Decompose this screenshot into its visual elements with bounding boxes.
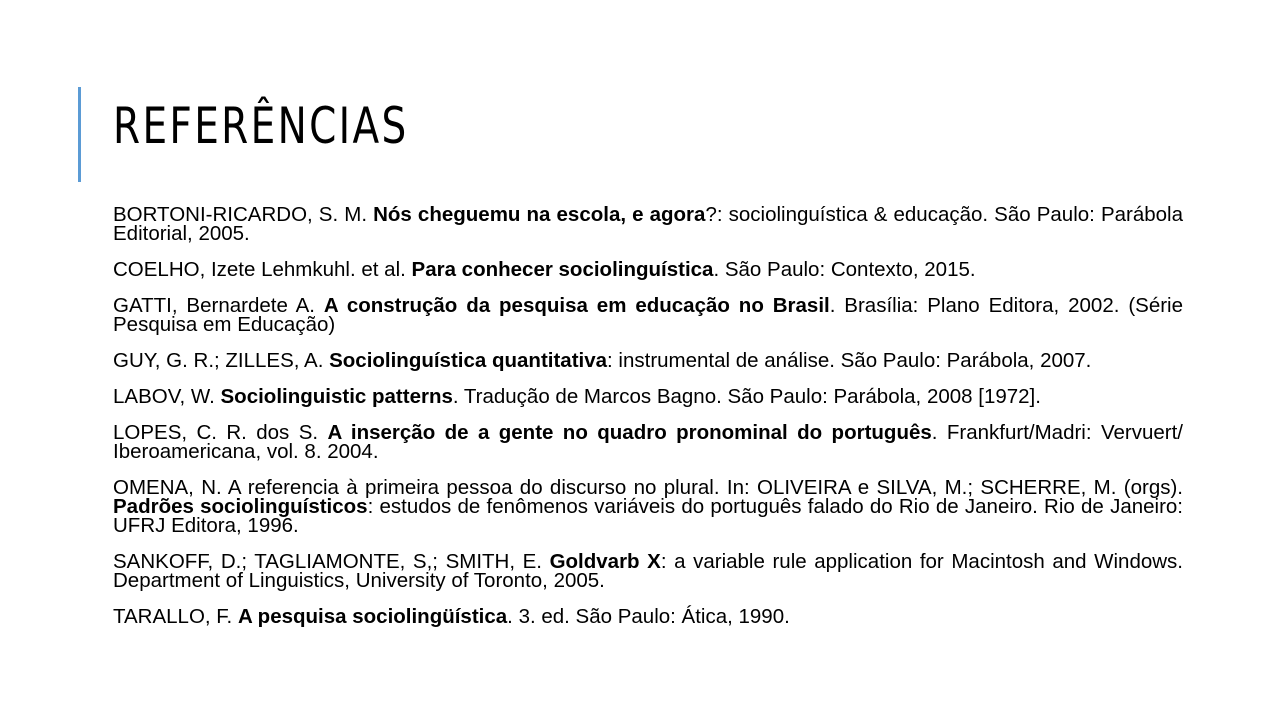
references-list bbox=[113, 205, 1183, 643]
reference-prefix: GUY, G. R.; ZILLES, A. bbox=[113, 349, 330, 372]
reference-item bbox=[113, 387, 1183, 406]
reference-item bbox=[113, 607, 1183, 626]
reference-suffix: . Tradução de Marcos Bagno. São Paulo: Parábola, 2008 [1972]. bbox=[452, 385, 1041, 408]
reference-prefix: TARALLO, F. bbox=[113, 605, 238, 628]
reference-suffix: . Brasília: Plano Editora, 2002. (Série Pesquisa em Educação) bbox=[113, 294, 1184, 336]
reference-bold-title: A construção da pesquisa em educação no Brasil bbox=[323, 294, 830, 317]
reference-prefix: SANKOFF, D.; TAGLIAMONTE, S,; SMITH, E. bbox=[113, 550, 550, 573]
reference-bold-title: Sociolinguística quantitativa bbox=[329, 349, 608, 372]
reference-bold-title: Nós cheguemu na escola, e agora bbox=[373, 203, 706, 226]
reference-suffix: . 3. ed. São Paulo: Ática, 1990. bbox=[507, 605, 790, 628]
reference-bold-title: Goldvarb X bbox=[549, 550, 661, 573]
slide-title: REFERÊNCIAS bbox=[113, 97, 409, 155]
reference-suffix: . Frankfurt/Madri: Vervuert/ Iberoamericana, vol. 8. 2004. bbox=[113, 421, 1183, 463]
reference-prefix: LOPES, C. R. dos S. bbox=[113, 421, 328, 444]
reference-item bbox=[113, 552, 1183, 590]
reference-prefix: BORTONI-RICARDO, S. M. bbox=[113, 203, 374, 226]
reference-item bbox=[113, 205, 1183, 243]
reference-item bbox=[113, 351, 1183, 370]
reference-bold-title: Para conhecer sociolinguística bbox=[411, 258, 714, 281]
reference-prefix: GATTI, Bernardete A. bbox=[113, 294, 324, 317]
reference-suffix: : a variable rule application for Macintosh and Windows. Department of Linguistics, University of Toronto, 2005. bbox=[113, 550, 1183, 592]
reference-suffix: . São Paulo: Contexto, 2015. bbox=[713, 258, 976, 281]
reference-item bbox=[113, 478, 1183, 535]
reference-item bbox=[113, 260, 1183, 279]
reference-item bbox=[113, 423, 1183, 461]
reference-suffix: ?: sociolinguística & educação. São Paulo: Parábola Editorial, 2005. bbox=[113, 203, 1184, 245]
reference-prefix: COELHO, Izete Lehmkuhl. et al. bbox=[113, 258, 412, 281]
reference-suffix: : instrumental de análise. São Paulo: Parábola, 2007. bbox=[607, 349, 1092, 372]
title-accent-bar bbox=[78, 87, 81, 182]
reference-prefix: LABOV, W. bbox=[113, 385, 221, 408]
reference-bold-title: A pesquisa sociolingüística bbox=[237, 605, 508, 628]
reference-suffix: : estudos de fenômenos variáveis do português falado do Rio de Janeiro. Rio de Janeiro: UFRJ Editora, 1996. bbox=[113, 495, 1183, 537]
reference-bold-title: A inserção de a gente no quadro pronominal do português bbox=[327, 421, 932, 444]
reference-item bbox=[113, 296, 1183, 334]
reference-bold-title: Padrões sociolinguísticos bbox=[113, 495, 368, 518]
reference-prefix: OMENA, N. A referencia à primeira pessoa do discurso no plural. In: OLIVEIRA e SILVA, M.; SCHERRE, M. (orgs). bbox=[113, 476, 1183, 499]
reference-bold-title: Sociolinguistic patterns bbox=[220, 385, 453, 408]
